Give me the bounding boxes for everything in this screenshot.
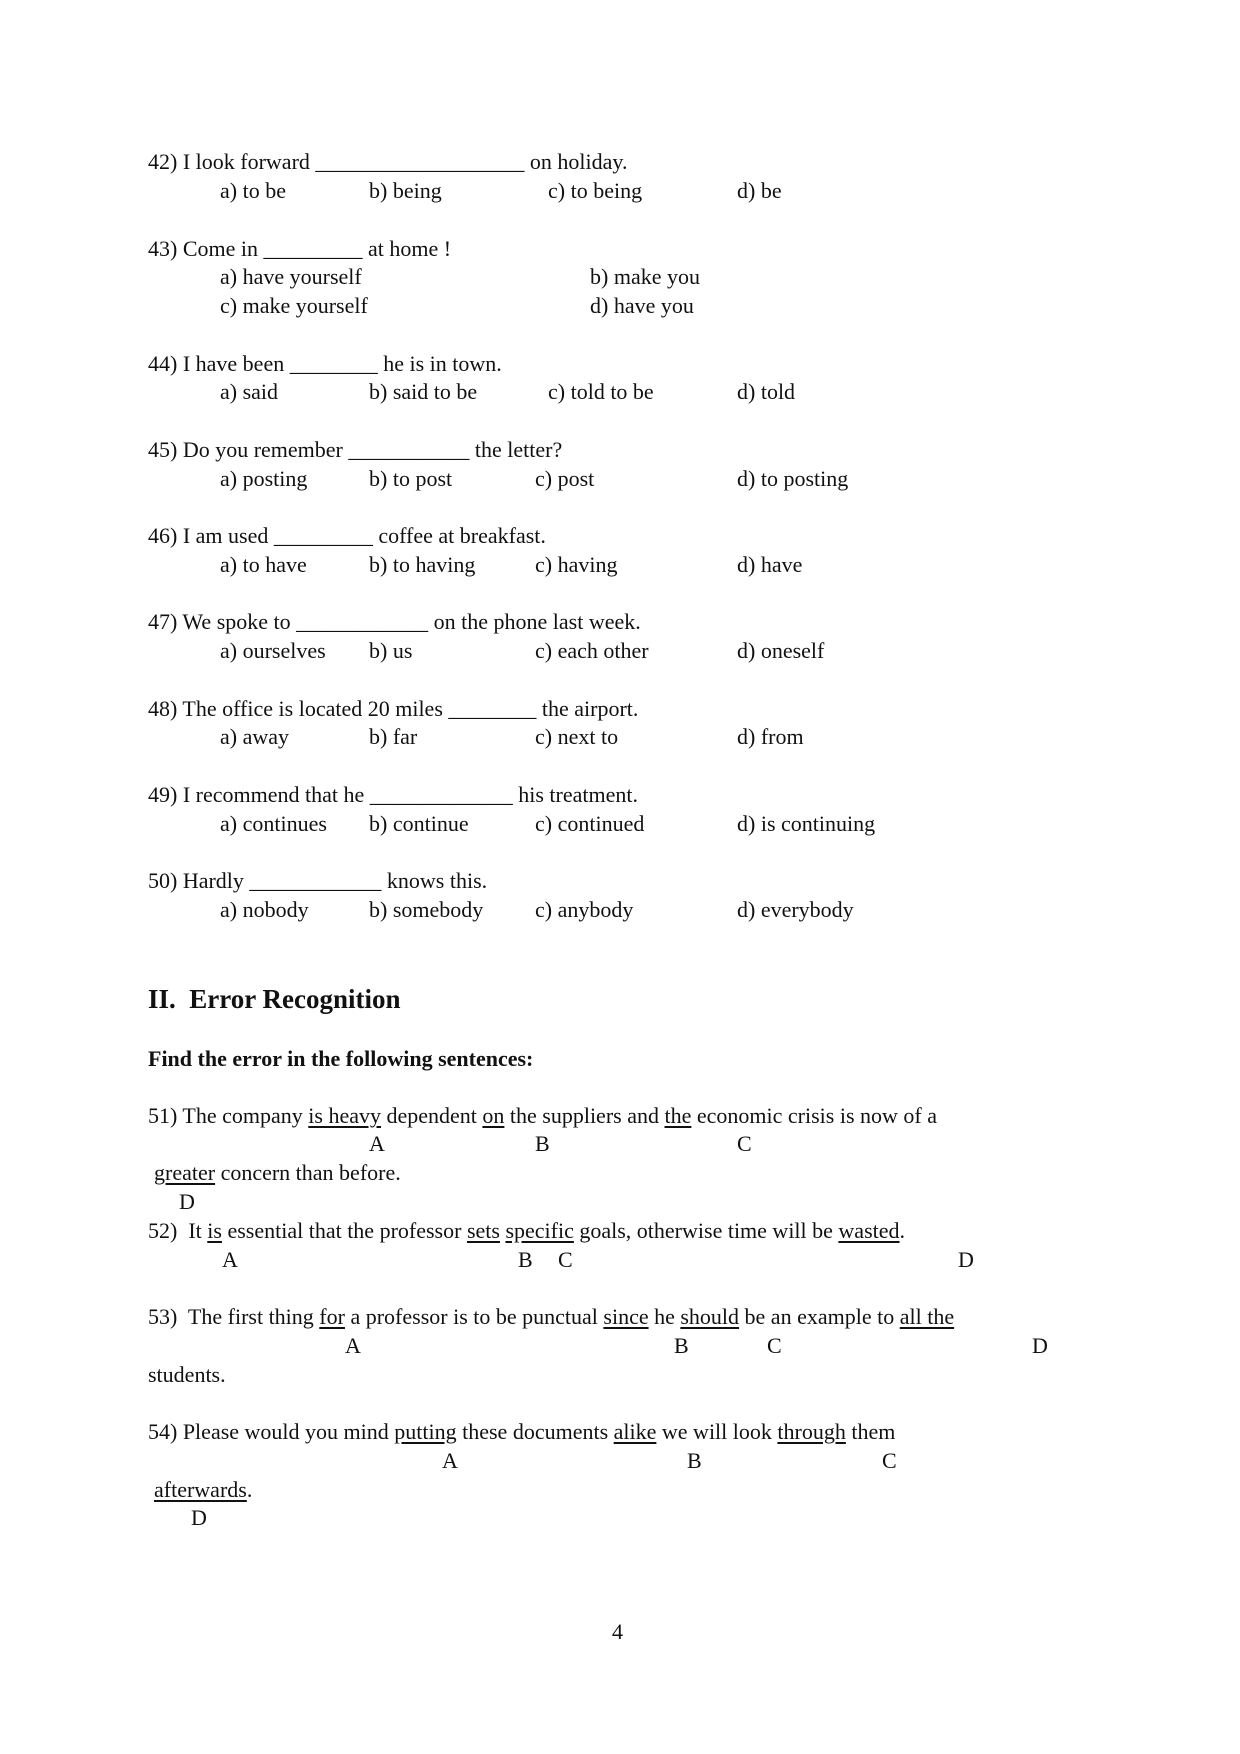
question-53-line [148, 1306, 954, 1328]
question-50-stem: 50) Hardly ____________ knows this. [148, 868, 488, 893]
underlined-option-c: the [664, 1103, 692, 1128]
option-letter-d: D [191, 1505, 207, 1530]
question-50-option-c: c) anybody [535, 897, 634, 922]
option-letter-b: B [687, 1448, 702, 1473]
text: 51) The company [148, 1103, 309, 1128]
underlined-option-a: for [319, 1304, 345, 1329]
text: . [246, 1477, 253, 1502]
underlined-option-a: putting [394, 1419, 457, 1444]
text: these documents [456, 1419, 614, 1444]
question-42-stem: 42) I look forward ___________________ on holiday. [148, 149, 628, 174]
text: we will look [656, 1419, 778, 1444]
question-48-option-a: a) away [220, 724, 290, 749]
question-44-option-a: a) said [220, 379, 279, 404]
text: economic crisis is now of a [691, 1103, 937, 1128]
option-letter-c: C [882, 1448, 897, 1473]
text: 54) Please would you mind [148, 1419, 395, 1444]
text: dependent [380, 1103, 483, 1128]
text: he [648, 1304, 681, 1329]
underlined-option-d: greater [154, 1160, 216, 1185]
question-42-option-a: a) to be [220, 178, 286, 203]
question-44-option-d: d) told [737, 379, 796, 404]
question-45-option-b: b) to post [369, 466, 453, 491]
text: . [899, 1218, 906, 1243]
page-number: 4 [612, 1619, 623, 1644]
question-43-option-a: a) have yourself [220, 264, 362, 289]
question-45-option-a: a) posting [220, 466, 308, 491]
underlined-option-b: sets [466, 1218, 500, 1243]
question-43-option-c: c) make yourself [220, 293, 368, 318]
underlined-option-a: is heavy [308, 1103, 381, 1128]
question-49-option-c: c) continued [535, 811, 645, 836]
underlined-option-c: specific [505, 1218, 574, 1243]
question-50-option-d: d) everybody [737, 897, 854, 922]
section-instruction: Find the error in the following sentences: [148, 1046, 534, 1071]
question-49-option-a: a) continues [220, 811, 327, 836]
question-54-line [148, 1421, 895, 1443]
question-43-option-b: b) make you [590, 264, 700, 289]
question-44-option-c: c) told to be [548, 379, 654, 404]
question-49-stem: 49) I recommend that he _____________ his treatment. [148, 782, 638, 807]
question-46-option-a: a) to have [220, 552, 307, 577]
text: 53) The first thing [148, 1304, 320, 1329]
text: them [845, 1419, 896, 1444]
option-letter-c: C [737, 1131, 752, 1156]
question-47-option-d: d) oneself [737, 638, 825, 663]
question-42-option-b: b) being [369, 178, 442, 203]
option-letter-b: B [535, 1131, 550, 1156]
option-letter-d: D [1032, 1333, 1048, 1358]
underlined-option-b: on [482, 1103, 505, 1128]
option-letter-a: A [345, 1333, 361, 1358]
question-42-option-c: c) to being [548, 178, 643, 203]
question-44-option-b: b) said to be [369, 379, 478, 404]
question-43-option-d: d) have you [590, 293, 694, 318]
question-47-stem: 47) We spoke to ____________ on the phone last week. [148, 609, 641, 634]
question-46-option-b: b) to having [369, 552, 476, 577]
text: 52) It [148, 1218, 208, 1243]
text: the suppliers and [504, 1103, 665, 1128]
underlined-option-c: through [777, 1419, 846, 1444]
question-45-option-d: d) to posting [737, 466, 849, 491]
underlined-option-b: alike [613, 1419, 657, 1444]
option-letter-b: B [674, 1333, 689, 1358]
option-letter-a: A [369, 1131, 385, 1156]
question-46-option-d: d) have [737, 552, 803, 577]
option-letter-b: B [518, 1247, 533, 1272]
question-48-option-c: c) next to [535, 724, 619, 749]
question-47-option-c: c) each other [535, 638, 649, 663]
underlined-option-a: is [207, 1218, 222, 1243]
question-54-line-2 [154, 1479, 252, 1501]
question-52-line [148, 1220, 905, 1242]
underlined-option-d: wasted [838, 1218, 900, 1243]
question-43-stem: 43) Come in _________ at home ! [148, 236, 452, 261]
question-42-option-d: d) be [737, 178, 782, 203]
question-48-option-d: d) from [737, 724, 804, 749]
text: be an example to [739, 1304, 900, 1329]
question-46-option-c: c) having [535, 552, 618, 577]
option-letter-a: A [222, 1247, 238, 1272]
underlined-option-d: all the [899, 1304, 955, 1329]
question-51-line-2 [154, 1162, 401, 1184]
option-letter-a: A [442, 1448, 458, 1473]
text: essential that the professor [221, 1218, 467, 1243]
question-49-option-d: d) is continuing [737, 811, 876, 836]
question-45-stem: 45) Do you remember ___________ the letter? [148, 437, 563, 462]
question-53-line-2: students. [148, 1362, 226, 1387]
text: concern than before. [215, 1160, 401, 1185]
underlined-option-d: afterwards [154, 1477, 247, 1502]
option-letter-c: C [558, 1247, 573, 1272]
option-letter-c: C [767, 1333, 782, 1358]
option-letter-d: D [958, 1247, 974, 1272]
question-51-line [148, 1105, 937, 1127]
question-44-stem: 44) I have been ________ he is in town. [148, 351, 502, 376]
option-letter-d: D [179, 1189, 195, 1214]
question-47-option-a: a) ourselves [220, 638, 326, 663]
question-50-option-a: a) nobody [220, 897, 309, 922]
question-48-stem: 48) The office is located 20 miles ________ the airport. [148, 696, 639, 721]
underlined-option-c: should [680, 1304, 740, 1329]
text: a professor is to be punctual [344, 1304, 604, 1329]
question-46-stem: 46) I am used _________ coffee at breakfast. [148, 523, 546, 548]
section-heading: II. Error Recognition [148, 984, 401, 1014]
question-50-option-b: b) somebody [369, 897, 484, 922]
question-45-option-c: c) post [535, 466, 595, 491]
question-47-option-b: b) us [369, 638, 413, 663]
text: goals, otherwise time will be [573, 1218, 839, 1243]
question-49-option-b: b) continue [369, 811, 469, 836]
question-48-option-b: b) far [369, 724, 418, 749]
underlined-option-b: since [603, 1304, 649, 1329]
